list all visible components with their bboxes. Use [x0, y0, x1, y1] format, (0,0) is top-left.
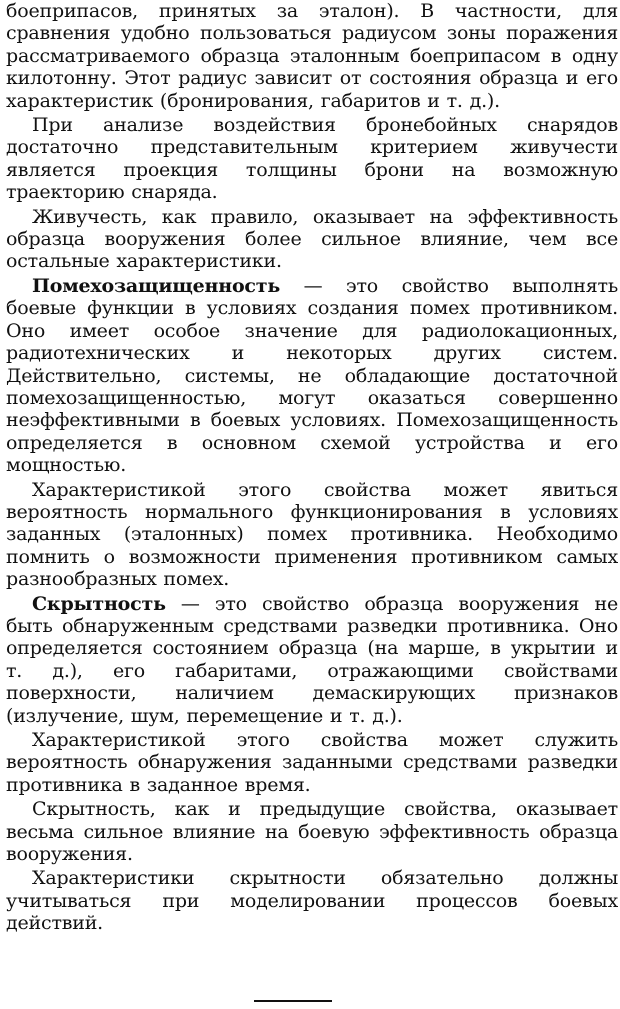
paragraph-stealth-characteristic	[6, 729, 618, 796]
term-noise-immunity: Помехозащищенность	[32, 274, 281, 297]
paragraph-text: Характеристикой этого свойства может служить вероятность обнаружения заданными средствами разведки противника в заданное время.	[6, 729, 618, 796]
paragraph-continuation	[6, 0, 618, 112]
paragraph-stealth	[6, 593, 618, 727]
paragraph-text: Характеристикой этого свойства может явиться вероятность нормального функционирования в условиях заданных (эталонных) помех противника. Необходимо помнить о возможности применения противником самых разнообразных помех.	[6, 478, 618, 591]
paragraph-text: это свойство образца вооружения не быть обнаруженным средствами разведки противника. Оно определяется состоянием образца (на марше, в укрытии и т. д.), его габаритами, отражающими свойствами поверхности, наличием демаскирующих признаков (излучение, шум, перемещение и т. д.).	[6, 592, 618, 727]
section-end-rule	[254, 1000, 332, 1002]
term-stealth: Скрытность	[32, 592, 166, 615]
paragraph-text: это свойство выполнять боевые функции в условиях создания помех противником. Оно имеет особое значение для радиолокационных, радиотехнических и некоторых других систем. Действительно, системы, не обладающие достаточной помехозащищенностью, могут оказаться совершенно неэффективными в боевых условиях. Помехозащищенность определяется в основном схемой устройства и его мощностью.	[6, 274, 618, 477]
paragraph-survivability	[6, 206, 618, 273]
paragraph-noise-immunity	[6, 275, 618, 477]
term-dash: —	[165, 592, 215, 615]
paragraph-text: Скрытность, как и предыдущие свойства, оказывает весьма сильное влияние на боевую эффективность образца вооружения.	[6, 798, 618, 866]
paragraph-text: При анализе воздействия бронебойных снарядов достаточно представительным критерием живучести является проекция толщины брони на возможную траекторию снаряда.	[6, 114, 618, 204]
term-dash: —	[280, 274, 347, 297]
paragraph-stealth-modeling	[6, 867, 618, 934]
paragraph-text: боеприпасов, принятых за эталон). В частности, для сравнения удобно пользоваться радиусом зоны поражения рассматриваемого образца эталонным боеприпасом в одну килотонну. Этот радиус зависит от состояния образца и его характеристик (бронирования, габаритов и т. д.).	[6, 0, 618, 112]
paragraph-text: Характеристики скрытности обязательно должны учитываться при моделировании процессов боевых действий.	[6, 867, 618, 935]
paragraph-armor-piercing	[6, 114, 618, 204]
paragraph-text: Живучесть, как правило, оказывает на эффективность образца вооружения более сильное влияние, чем все остальные характеристики.	[6, 205, 618, 273]
paragraph-stealth-influence	[6, 798, 618, 865]
paragraph-noise-immunity-characteristic	[6, 479, 618, 591]
